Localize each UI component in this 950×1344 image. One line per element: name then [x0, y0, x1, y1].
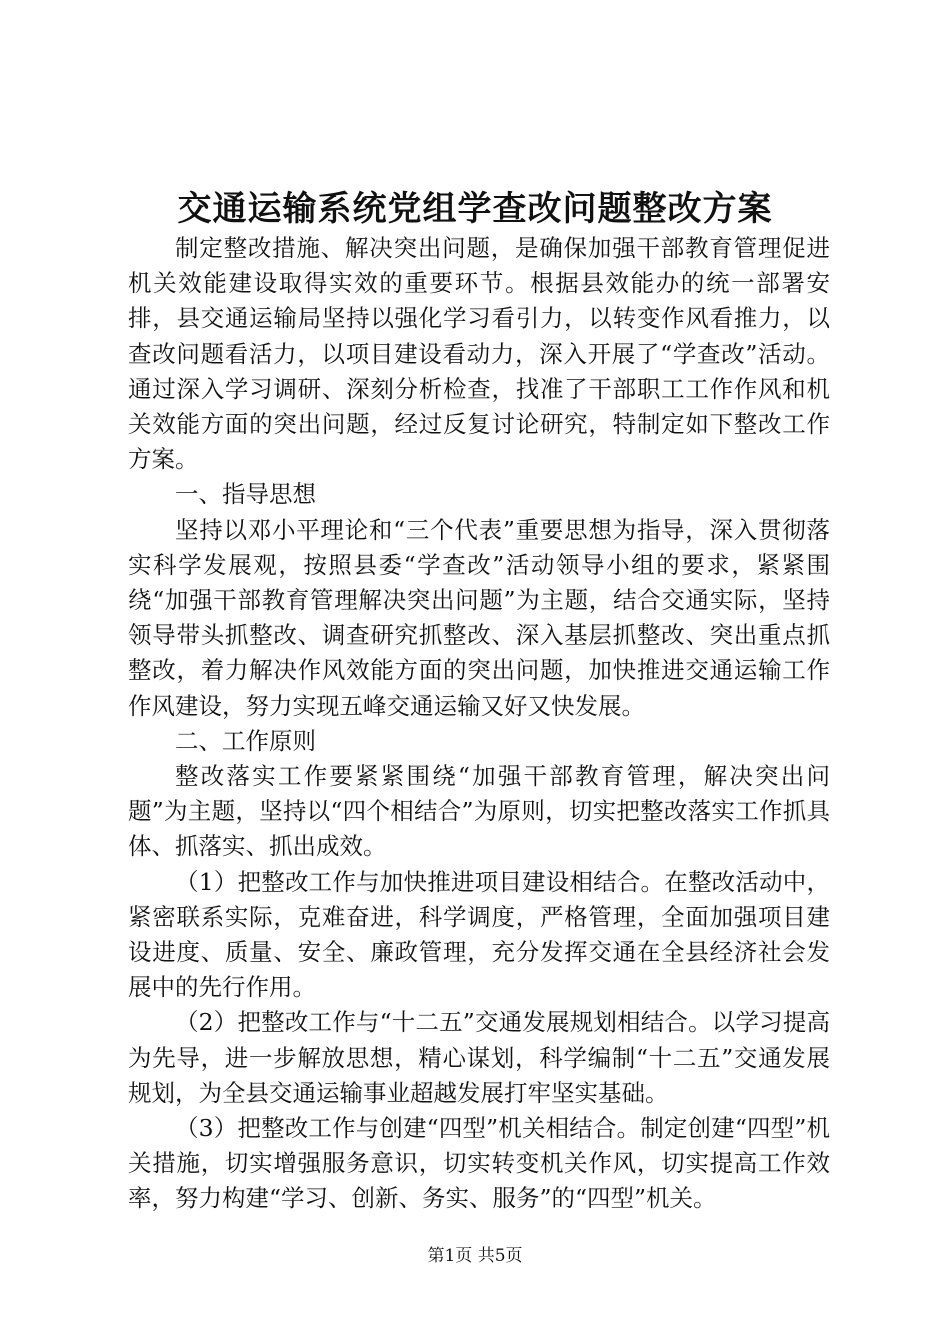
section-heading-guiding-ideology: 一、指导思想 — [175, 480, 316, 509]
principle-item-3: （3）把整改工作与创建“四型”机关相结合。制定创建“四型”机关措施，切实增强服务意识，切实转变机关作风，切实提高工作效率，努力构建“学习、创新、务实、服务”的“四型”机关。 — [128, 1114, 830, 1213]
page-footer: 第1页 共5页 — [427, 1246, 523, 1266]
intro-paragraph: 制定整改措施、解决突出问题，是确保加强干部教育管理促进机关效能建设取得实效的重要环节。根据县效能办的统一部署安排，县交通运输局坚持以强化学习看引力，以转变作风看推力，以查改问题看活力，以项目建设看动力，深入开展了“学查改”活动。通过深入学习调研、深刻分析检查，找准了干部职工工作作风和机关效能方面的突出问题，经过反复讨论研究，特制定如下整改工作方案。 — [128, 234, 830, 474]
document-title: 交通运输系统党组学查改问题整改方案 — [177, 189, 773, 229]
work-principles-paragraph: 整改落实工作要紧紧围绕“加强干部教育管理，解决突出问题”为主题，坚持以“四个相结合”为原则，切实把整改落实工作抓具体、抓落实、抓出成效。 — [128, 762, 830, 861]
principle-item-2: （2）把整改工作与“十二五”交通发展规划相结合。以学习提高为先导，进一步解放思想，精心谋划，科学编制“十二五”交通发展规划，为全县交通运输事业超越发展打牢坚实基础。 — [128, 1008, 830, 1107]
principle-item-1: （1）把整改工作与加快推进项目建设相结合。在整改活动中，紧密联系实际，克难奋进，科学调度，严格管理，全面加强项目建设进度、质量、安全、廉政管理，充分发挥交通在全县经济社会发展中的先行作用。 — [128, 867, 830, 1002]
guiding-ideology-paragraph: 坚持以邓小平理论和“三个代表”重要思想为指导，深入贯彻落实科学发展观，按照县委“学查改”活动领导小组的要求，紧紧围绕“加强干部教育管理解决突出问题”为主题，结合交通实际，坚持领导带头抓整改、调查研究抓整改、深入基层抓整改、突出重点抓整改，着力解决作风效能方面的突出问题，加快推进交通运输工作作风建设，努力实现五峰交通运输又好又快发展。 — [128, 515, 830, 720]
section-heading-work-principles: 二、工作原则 — [175, 726, 316, 755]
document-body — [128, 231, 830, 1217]
